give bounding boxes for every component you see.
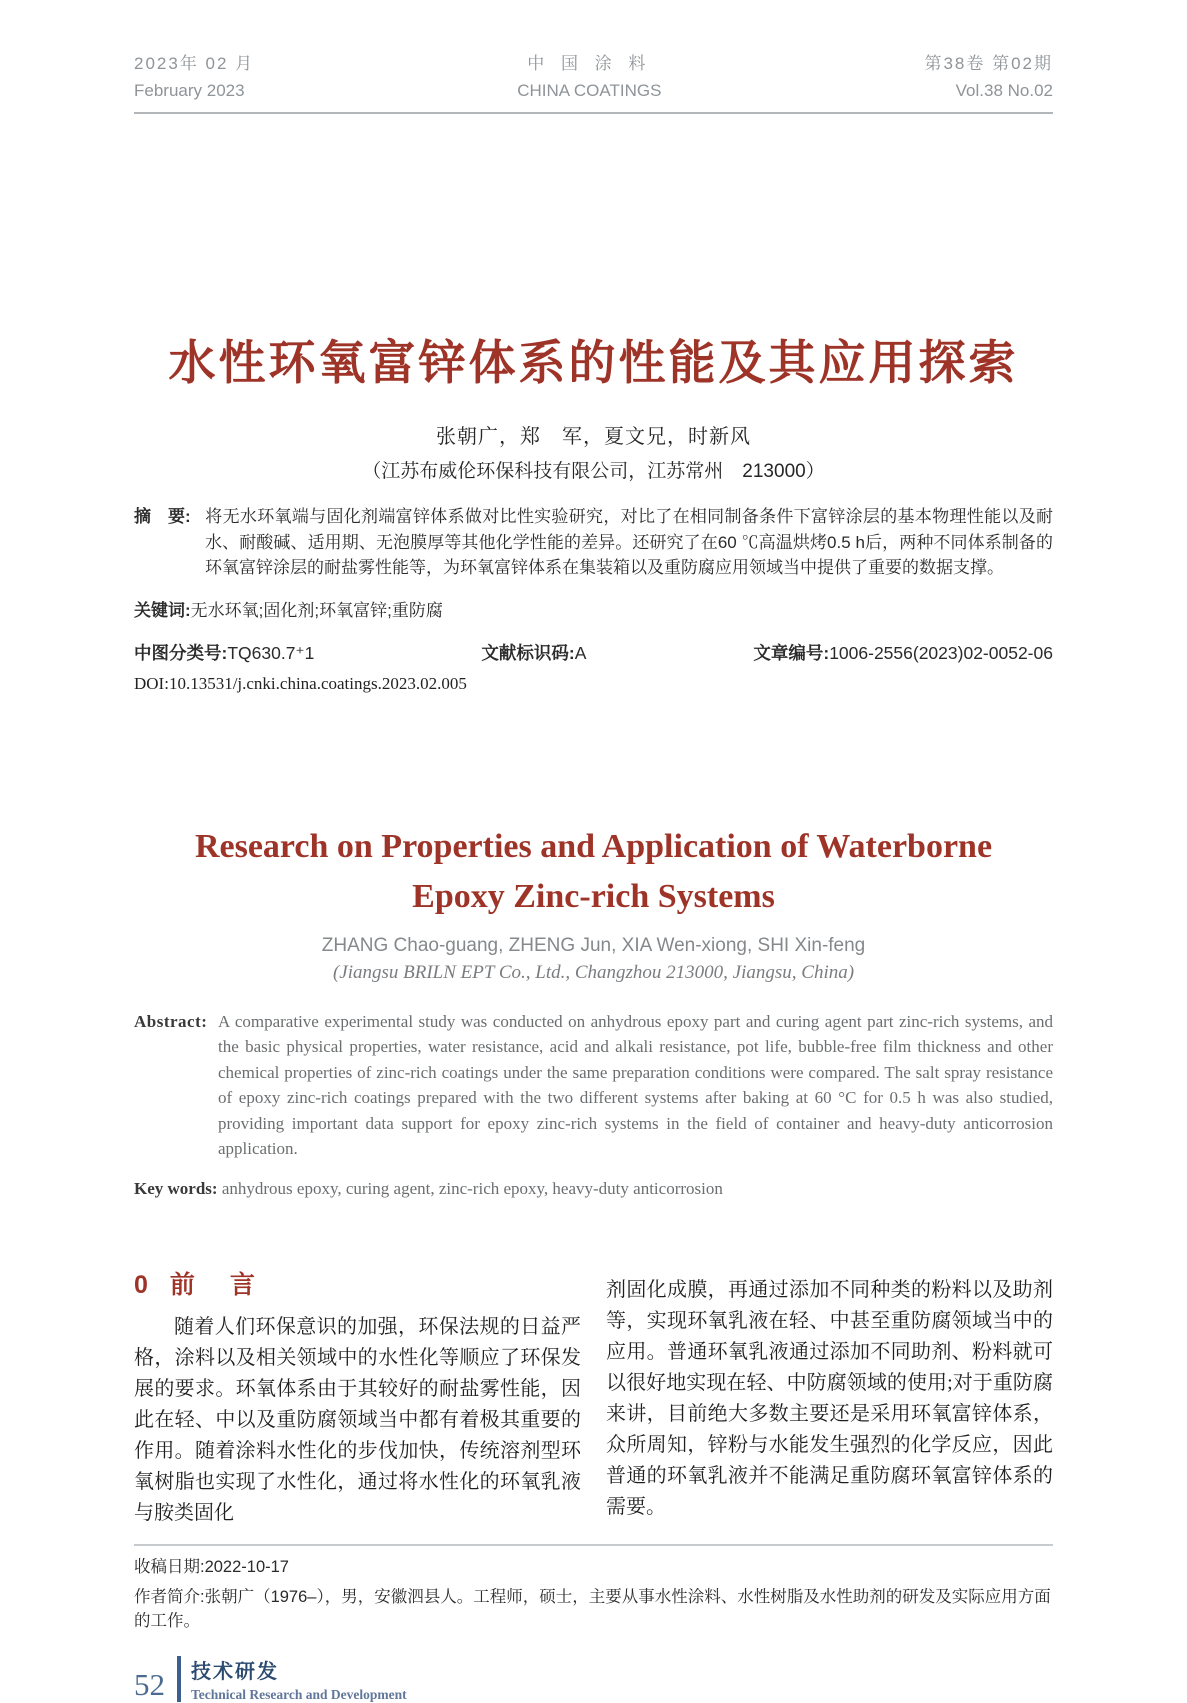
keywords-cn <box>134 598 1053 623</box>
author-bio: 作者简介:张朝广（1976–），男，安徽泗县人。工程师，硕士，主要从事水性涂料、水性树脂及水性助剂的研发及实际应用方面的工作。 <box>134 1587 1051 1630</box>
classification-row <box>134 640 1053 665</box>
received-date: 收稿日期:2022-10-17 <box>134 1557 289 1576</box>
journal-name-cn: 中 国 涂 料 <box>527 54 652 73</box>
journal-name-en: CHINA COATINGS <box>517 81 662 100</box>
article-title-en <box>134 822 1053 922</box>
article-title-cn: 水性环氧富锌体系的性能及其应用探索 <box>168 336 1019 389</box>
doc-code-value: A <box>574 642 587 663</box>
header-journal-name <box>517 50 661 104</box>
abstract-en-label: Abstract: <box>134 1011 208 1031</box>
article-title-en-line2: Epoxy Zinc-rich Systems <box>412 877 775 915</box>
authors-en: ZHANG Chao-guang, ZHENG Jun, XIA Wen-xiong, SHI Xin-feng <box>321 934 866 956</box>
header-volume-cn: 第38卷 第02期 <box>924 54 1053 73</box>
section-title: 前 言 <box>169 1270 269 1299</box>
article-id-label: 文章编号: <box>753 642 830 663</box>
abstract-cn-label: 摘 要: <box>134 507 191 526</box>
affiliation-en: (Jiangsu BRILN EPT Co., Ltd., Changzhou 213000, Jiangsu, China) <box>332 961 855 983</box>
abstract-en-text: A comparative experimental study was conducted on anhydrous epoxy part and curing agent part zinc-rich systems, and the basic physical properties, water resistance, acid and alkali resistance, pot life, bubble-free film thickness and other chemical properties of zinc-rich coatings under the same preparation conditions were compared. The salt spray resistance of epoxy zinc-rich coatings prepared with the two different systems after baking at 60 °C for 0.5 h was also studied, providing important data support for epoxy zinc-rich systems in the field of container and heavy-duty anticorrosion application. <box>218 1011 1053 1158</box>
article-title-en-line1: Research on Properties and Application of Waterborne <box>194 827 993 865</box>
footer-column <box>191 1655 407 1703</box>
paragraph-left: 随着人们环保意识的加强，环保法规的日益严格，涂料以及相关领域中的水性化等顺应了环保发展的要求。环氧体系由于其较好的耐盐雾性能，因此在轻、中以及重防腐领域当中都有着极其重要的作用。随着涂料水性化的步伐加快，传统溶剂型环氧树脂也实现了水性化，通过将水性化的环氧乳液与胺类固化 <box>134 1315 581 1524</box>
abstract-cn-text: 将无水环氧端与固化剂端富锌体系做对比性实验研究，对比了在相同制备条件下富锌涂层的基本物理性能以及耐水、耐酸碱、适用期、无泡膜厚等其他化学性能的差异。还研究了在60 ℃高温烘烤0.5 h后，两种不同体系制备的环氧富锌涂层的耐盐雾性能等，为环氧富锌体系在集装箱以及重防腐应用领域当中提供了重要的数据支撑。 <box>205 507 1053 577</box>
footer-column-en: Technical Research and Development <box>191 1686 407 1702</box>
article-id-value: 1006-2556(2023)02-0052-06 <box>829 642 1053 663</box>
footer-divider-bar <box>177 1656 181 1702</box>
keywords-en-label: Key words: <box>134 1178 218 1198</box>
affiliation-cn: （江苏布威伦环保科技有限公司，江苏常州 213000） <box>362 461 825 482</box>
authors-cn: 张朝广，郑 军，夏文兄，时新风 <box>436 426 751 448</box>
section-heading <box>134 1265 581 1301</box>
section-number: 0 <box>134 1270 148 1299</box>
page-footer <box>134 1655 1053 1703</box>
clc-number <box>134 640 314 665</box>
footnote <box>134 1544 1053 1633</box>
keywords-cn-label: 关键词: <box>134 600 191 620</box>
abstract-en <box>134 1009 1053 1162</box>
doi: DOI:10.13531/j.cnki.china.coatings.2023.02.005 <box>134 673 467 693</box>
keywords-en-text: anhydrous epoxy, curing agent, zinc-rich epoxy, heavy-duty anticorrosion <box>221 1178 723 1198</box>
column-right <box>606 1265 1053 1529</box>
page-number: 52 <box>134 1666 165 1702</box>
doc-code <box>481 640 586 665</box>
doc-code-label: 文献标识码: <box>481 642 575 663</box>
keywords-en <box>134 1179 1053 1199</box>
clc-value: TQ630.7⁺1 <box>227 642 315 663</box>
article-id <box>753 640 1053 665</box>
clc-label: 中图分类号: <box>134 642 228 663</box>
header-date <box>134 50 254 104</box>
footer-column-cn: 技术研发 <box>191 1660 279 1683</box>
column-left <box>134 1265 581 1529</box>
abstract-cn <box>134 504 1053 581</box>
header-date-en: February 2023 <box>134 81 245 100</box>
body-columns <box>134 1265 1053 1529</box>
header-date-cn: 2023年 02 月 <box>134 54 255 73</box>
journal-header <box>134 0 1053 114</box>
paragraph-right: 剂固化成膜，再通过添加不同种类的粉料以及助剂等，实现环氧乳液在轻、中甚至重防腐领域当中的应用。普通环氧乳液通过添加不同助剂、粉料就可以很好地实现在轻、中防腐领域的使用;对于重防腐来讲，目前绝大多数主要还是采用环氧富锌体系，众所周知，锌粉与水能发生强烈的化学反应，因此普通的环氧乳液并不能满足重防腐环氧富锌体系的需要。 <box>606 1278 1053 1518</box>
header-volume-en: Vol.38 No.02 <box>955 81 1053 100</box>
keywords-cn-text: 无水环氧;固化剂;环氧富锌;重防腐 <box>190 600 443 620</box>
header-volume <box>924 50 1053 104</box>
